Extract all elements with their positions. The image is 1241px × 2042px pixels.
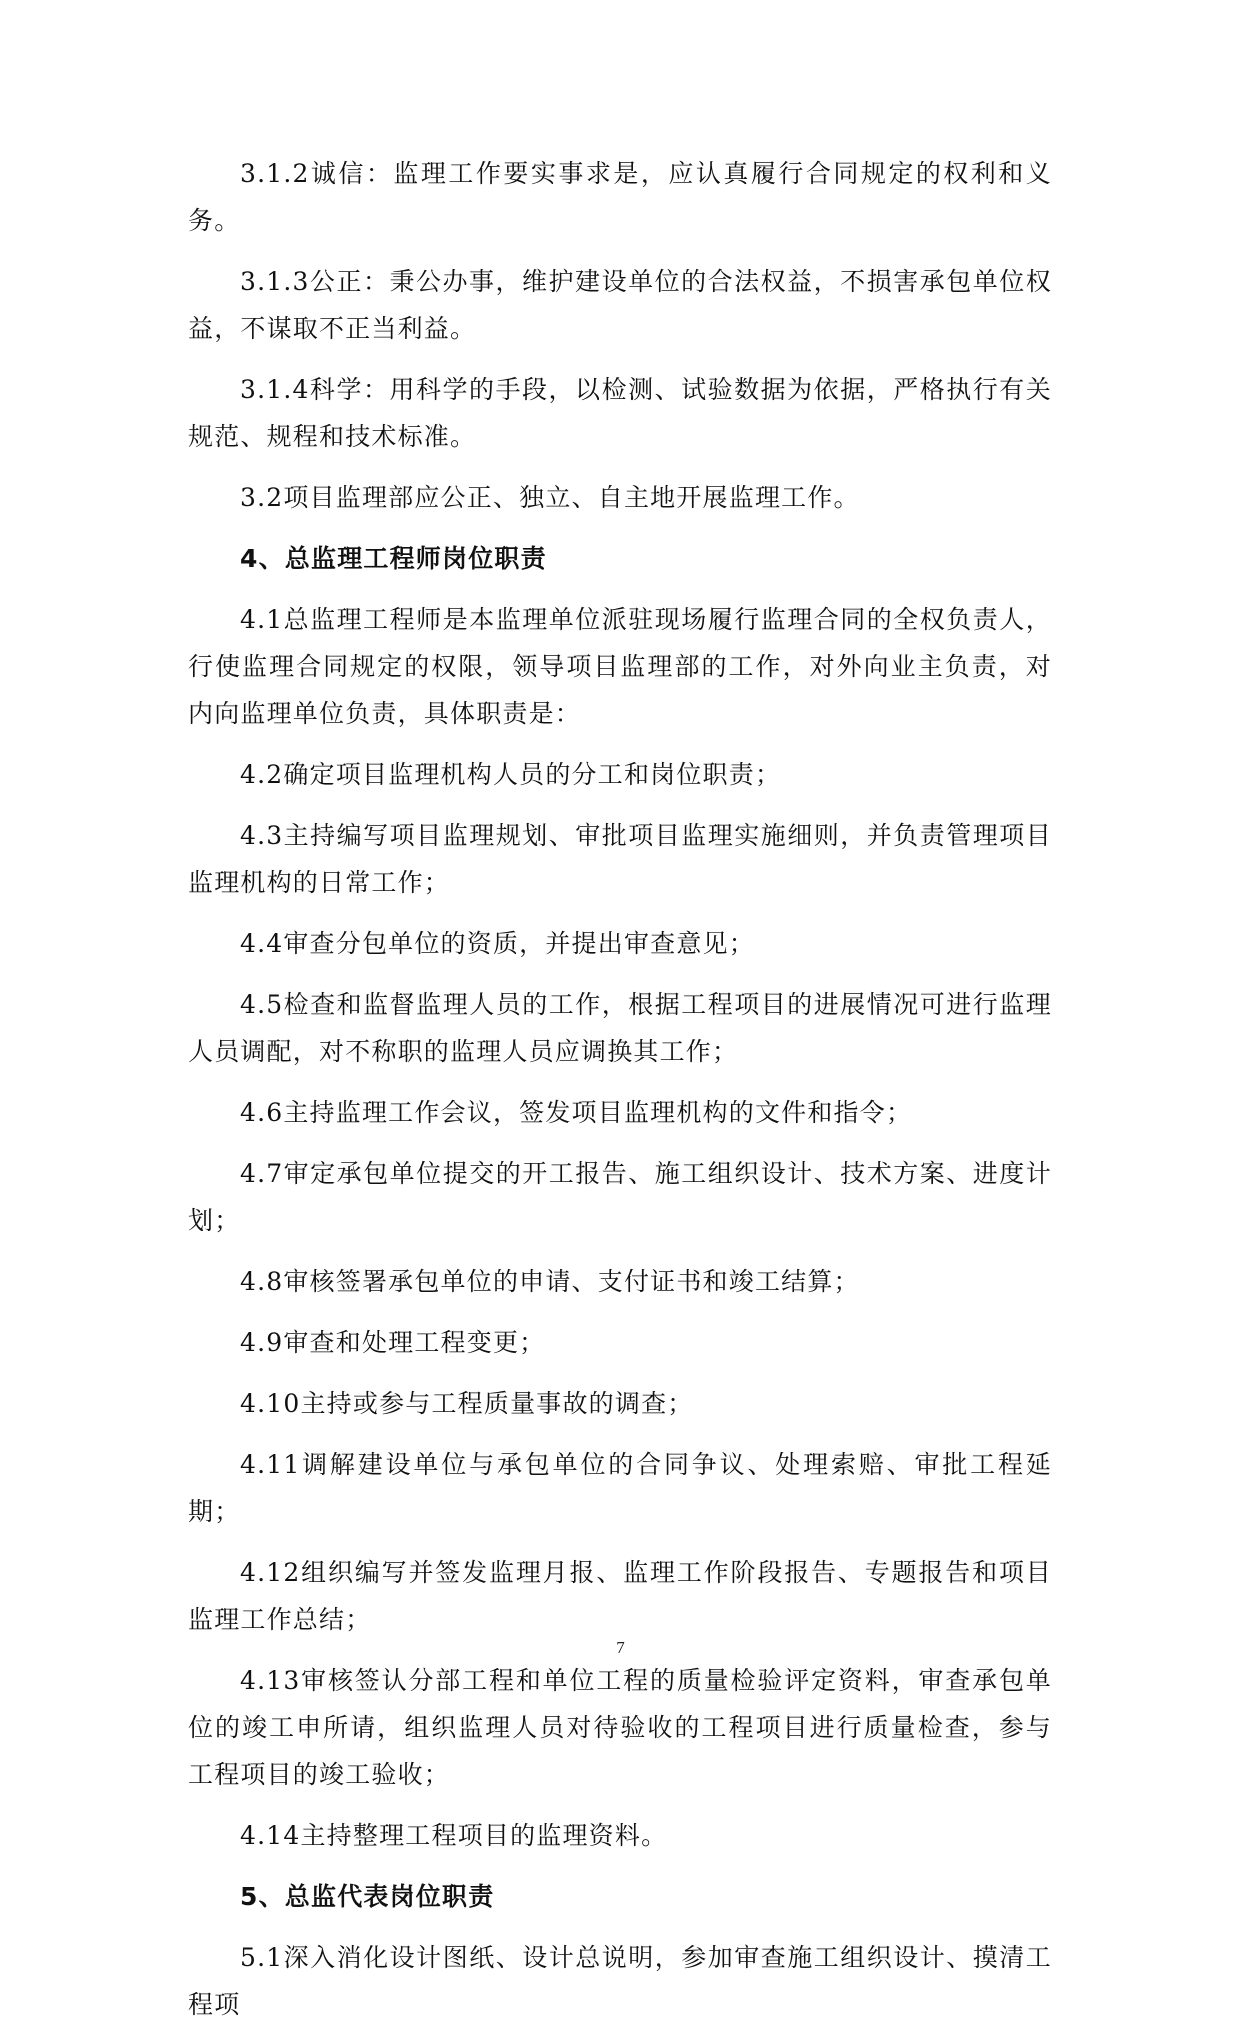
paragraph-3-1-2: 3.1.2诚信：监理工作要实事求是，应认真履行合同规定的权利和义务。 [188, 159, 1052, 235]
paragraph-4-5: 4.5检查和监督监理人员的工作，根据工程项目的进展情况可进行监理人员调配，对不称职的监理人员应调换其工作； [188, 990, 1052, 1066]
paragraph-4-8: 4.8审核签署承包单位的申请、支付证书和竣工结算； [240, 1267, 860, 1296]
paragraph-4-10: 4.10主持或参与工程质量事故的调查； [240, 1389, 694, 1418]
paragraph-4-6: 4.6主持监理工作会议，签发项目监理机构的文件和指令； [240, 1098, 913, 1127]
paragraph-5-1: 5.1深入消化设计图纸、设计总说明，参加审查施工组织设计、摸清工程项 [188, 1943, 1052, 2019]
section-heading-4: 4、总监理工程师岗位职责 [240, 544, 547, 573]
paragraph-4-13: 4.13审核签认分部工程和单位工程的质量检验评定资料，审查承包单位的竣工申所请，组织监理人员对待验收的工程项目进行质量检查，参与工程项目的竣工验收； [188, 1666, 1052, 1789]
paragraph-4-11: 4.11调解建设单位与承包单位的合同争议、处理索赔、审批工程延期； [188, 1450, 1052, 1526]
paragraph-4-12: 4.12组织编写并签发监理月报、监理工作阶段报告、专题报告和项目监理工作总结； [188, 1558, 1052, 1634]
paragraph-4-2: 4.2确定项目监理机构人员的分工和岗位职责； [240, 760, 782, 789]
page-number: 7 [616, 1638, 625, 1657]
paragraph-4-7: 4.7审定承包单位提交的开工报告、施工组织设计、技术方案、进度计划； [188, 1159, 1052, 1235]
paragraph-3-2: 3.2项目监理部应公正、独立、自主地开展监理工作。 [240, 483, 860, 512]
paragraph-4-3: 4.3主持编写项目监理规划、审批项目监理实施细则，并负责管理项目监理机构的日常工作； [188, 821, 1052, 897]
paragraph-4-9: 4.9审查和处理工程变更； [240, 1328, 546, 1357]
paragraph-3-1-3: 3.1.3公正：秉公办事，维护建设单位的合法权益，不损害承包单位权益，不谋取不正当利益。 [188, 267, 1052, 343]
paragraph-3-1-4: 3.1.4科学：用科学的手段，以检测、试验数据为依据，严格执行有关规范、规程和技术标准。 [188, 375, 1052, 451]
paragraph-4-4: 4.4审查分包单位的资质，并提出审查意见； [240, 929, 755, 958]
document-page [188, 150, 1052, 2042]
paragraph-4-14: 4.14主持整理工程项目的监理资料。 [240, 1821, 668, 1850]
paragraph-4-1: 4.1总监理工程师是本监理单位派驻现场履行监理合同的全权负责人，行使监理合同规定的权限，领导项目监理部的工作，对外向业主负责，对内向监理单位负责，具体职责是： [188, 605, 1052, 728]
section-heading-5: 5、总监代表岗位职责 [240, 1882, 495, 1911]
